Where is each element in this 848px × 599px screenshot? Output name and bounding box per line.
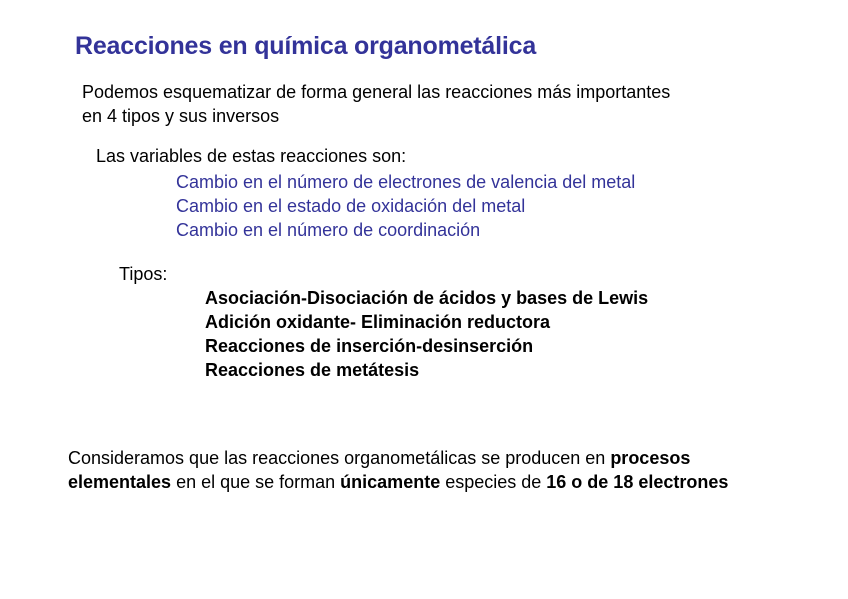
intro-paragraph [82,80,670,128]
tipo-item: Reacciones de inserción-desinserción [205,336,534,356]
tipo-item: Reacciones de metátesis [205,360,420,380]
variables-list [176,170,635,242]
conclusion-text-1: Consideramos que las reacciones organometálicas se producen en [68,448,611,468]
variables-heading: Las variables de estas reacciones son: [96,146,407,166]
slide-title: Reacciones en química organometálica [75,32,537,60]
tipos-list [205,286,648,382]
tipo-item: Asociación-Disociación de ácidos y bases de Lewis [205,288,649,308]
variable-item: Cambio en el número de coordinación [176,220,481,240]
tipo-item: Adición oxidante- Eliminación reductora [205,312,551,332]
intro-line-2: en 4 tipos y sus inversos [82,106,280,126]
conclusion-paragraph [68,446,788,494]
conclusion-bold-1: procesos elementales [68,448,691,492]
conclusion-bold-3: 16 o de 18 electrones [546,472,729,492]
conclusion-text-2: en el que se forman [171,472,341,492]
conclusion-text-3: especies de [440,472,547,492]
variable-item: Cambio en el estado de oxidación del metal [176,196,526,216]
intro-line-1: Podemos esquematizar de forma general las reacciones más importantes [82,82,671,102]
tipos-heading: Tipos: [119,264,168,284]
conclusion-bold-2: únicamente [340,472,441,492]
variable-item: Cambio en el número de electrones de valencia del metal [176,172,636,192]
